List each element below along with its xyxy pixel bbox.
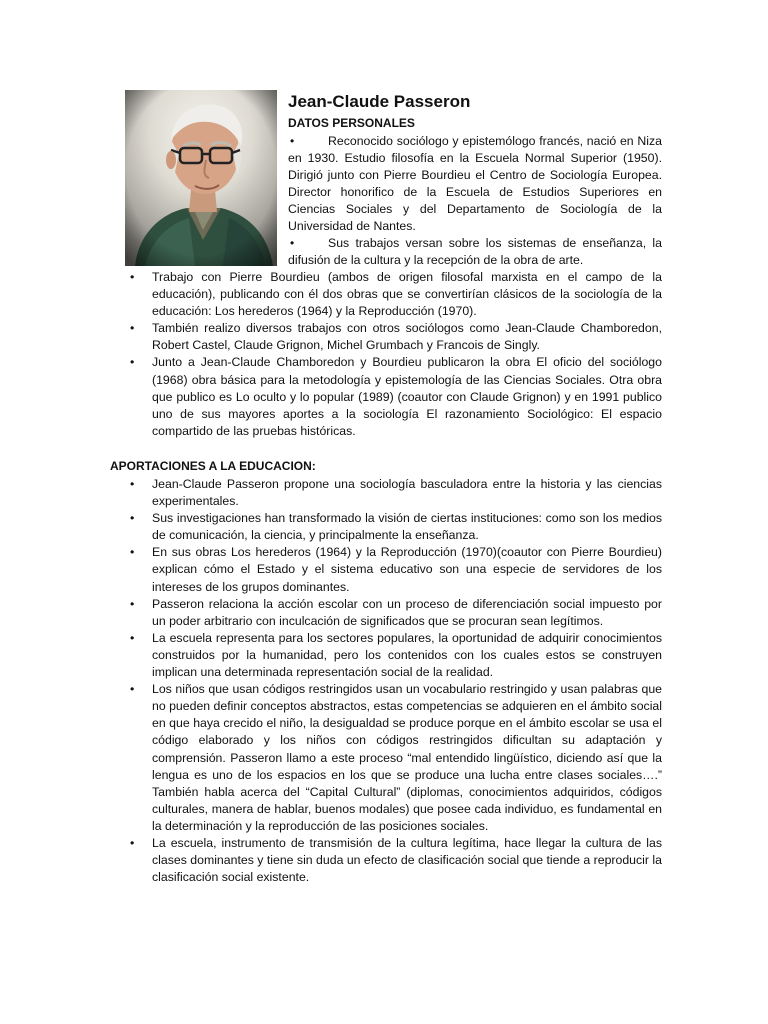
- bullet-dot: •: [130, 321, 135, 336]
- biography-bullet-list: [110, 269, 662, 440]
- datos-personales-heading: DATOS PERSONALES: [288, 116, 415, 130]
- list-item: [110, 835, 662, 886]
- bullet-dot: •: [130, 270, 135, 284]
- list-item: [110, 354, 662, 439]
- list-item-text: La escuela, instrumento de transmisión de la cultura legítima, hace llegar la cultura de las clases dominantes y tiene sin duda un efecto de clasificación social que tiende a reproducir la clasificación social existente.: [152, 835, 662, 885]
- list-item-text: Jean-Claude Passeron propone una sociología basculadora entre la historia y las ciencias experimentales.: [152, 477, 662, 509]
- list-item: [110, 320, 662, 354]
- list-item: [110, 269, 662, 320]
- list-item: [110, 476, 662, 510]
- list-item-text: Los niños que usan códigos restringidos usan un vocabulario restringido y usan palabras que no pueden definir conceptos abstractos, estas competencias se adquieren en el ámbito social en que haya crecido el niño, la desigualdad se produce porque en el ámbito escolar se usa el código elaborado y los niños con códigos restringidos dificultan su adaptación y comprensión. Passeron llamo a este proceso “mal entendido lingüístico, diciendo así que la lengua es uno de los espacios en los que se produce una lucha entre clases sociales….” También habla acerca del “Capital Cultural” (diplomas, conocimientos adquiridos, códigos culturales, manera de hablar, buenos modales) que posee cada individuo, es fundamental en la determinación y la reproducción de las posiciones sociales.: [152, 682, 662, 833]
- bullet-dot: •: [130, 682, 135, 697]
- list-item-text: Sus investigaciones han transformado la visión de ciertas instituciones: como son los medios de comunicación, la ciencia, y principalmente la enseñanza.: [152, 511, 662, 543]
- list-item-text: Trabajo con Pierre Bourdieu (ambos de origen filosofal marxista en el campo de la educación), publicando con él dos obras que se convertirían clásicos de la sociología de la educación: Los herederos (1964) y la Reproducción (1970).: [152, 270, 662, 319]
- bullet-dot: •: [130, 511, 135, 526]
- portrait-photo: [125, 90, 277, 266]
- intro-paragraph-2: Sus trabajos versan sobre los sistemas de enseñanza, la difusión de la cultura y la recepción de la obra de arte.: [288, 236, 662, 268]
- list-item: [110, 596, 662, 630]
- aportaciones-bullet-list: [110, 476, 662, 886]
- list-item-text: Junto a Jean-Claude Chamboredon y Bourdieu publicaron la obra El oficio del sociólogo (1968) obra básica para la metodología y epistemología de las Ciencias Sociales. Otra obra que publico es Lo oculto y lo popular (1989) (coautor con Claude Grignon) y en 1991 publico uno de sus mayores aportes a la sociología El razonamiento Sociológico: El espacio compartido de las pruebas históricas.: [152, 355, 662, 438]
- intro-bullet-2: •: [290, 236, 295, 250]
- list-item: [110, 510, 662, 544]
- bullet-dot: •: [130, 835, 135, 850]
- bullet-dot: •: [130, 596, 135, 611]
- aportaciones-heading: APORTACIONES A LA EDUCACION:: [110, 459, 316, 473]
- page-title: Jean-Claude Passeron: [288, 92, 471, 111]
- list-item-text: También realizo diversos trabajos con otros sociólogos como Jean-Claude Chamboredon, Robert Castel, Claude Grignon, Michel Grumbach y Francois de Singly.: [152, 321, 662, 353]
- list-item: [110, 630, 662, 681]
- bullet-dot: •: [130, 477, 135, 491]
- bullet-dot: •: [130, 355, 135, 370]
- bullet-dot: •: [130, 545, 135, 560]
- portrait-image: [125, 90, 277, 266]
- list-item: [110, 544, 662, 595]
- list-item-text: La escuela representa para los sectores populares, la oportunidad de adquirir conocimientos construidos por la humanidad, pero los contenidos con los cuales estos se construyen implican una determinada representación social de la realidad.: [152, 630, 662, 680]
- intro-paragraph-1: Reconocido sociólogo y epistemólogo francés, nació en Niza en 1930. Estudio filosofía en la Escuela Normal Superior (1950). Dirigió junto con Pierre Bourdieu el Centro de Sociología Europea. Director honorifico de la Escuela de Estudios Superiores en Ciencias Sociales y del Departamento de Sociología de la Universidad de Nantes.: [288, 134, 662, 234]
- list-item: [110, 681, 662, 835]
- intro-bullet-1: •: [290, 134, 295, 148]
- list-item-text: En sus obras Los herederos (1964) y la Reproducción (1970)(coautor con Pierre Bourdieu) explican cómo el Estado y el sistema educativo son una especie de servidores de los intereses de los grupos dominantes.: [152, 545, 662, 594]
- bullet-dot: •: [130, 630, 135, 645]
- list-item-text: Passeron relaciona la acción escolar con un proceso de diferenciación social impuesto por un poder arbitrario con inculcación de significados que se procuran sean legítimos.: [152, 596, 662, 628]
